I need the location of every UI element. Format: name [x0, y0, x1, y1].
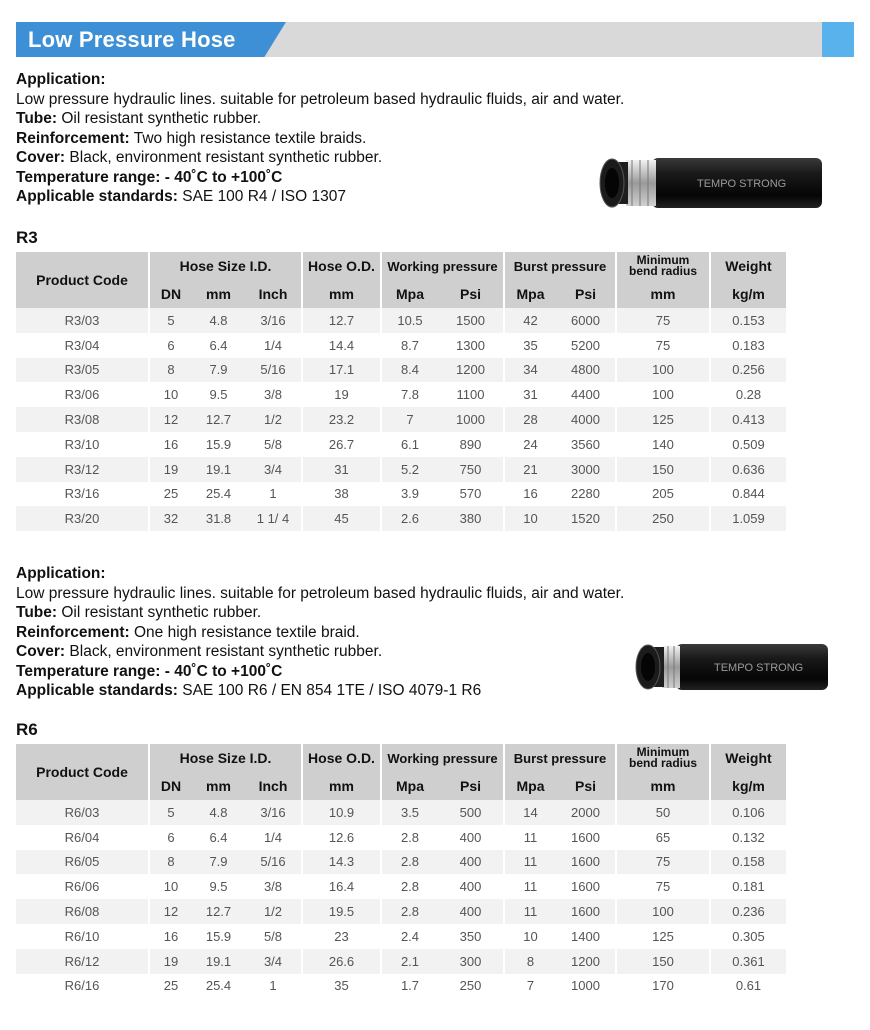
header-bp-psi: Psi: [556, 772, 615, 800]
cell-dn: 19: [148, 949, 192, 974]
cell-od-mm: 45: [301, 506, 380, 531]
cell-bp-psi: 1600: [556, 850, 615, 875]
cell-od-mm: 17.1: [301, 358, 380, 383]
r6-table-row: [16, 924, 786, 949]
cell-bend-mm: 125: [615, 924, 709, 949]
header-weight: Weight: [709, 744, 786, 772]
cell-wp-mpa: 2.8: [380, 850, 438, 875]
cell-dn: 10: [148, 874, 192, 899]
header-wp-mpa: Mpa: [380, 280, 438, 308]
cell-inch: 3/8: [245, 874, 301, 899]
cell-product-code: R3/16: [16, 482, 148, 507]
header-min-bend-line1: Minimum: [636, 745, 690, 759]
cell-weight: 0.413: [709, 407, 786, 432]
cell-mm: 12.7: [192, 899, 245, 924]
r6-section-title: R6: [16, 720, 38, 739]
cell-wp-mpa: 2.6: [380, 506, 438, 531]
header-hose-od: Hose O.D.: [301, 744, 380, 772]
cell-product-code: R3/03: [16, 308, 148, 333]
cell-bend-mm: 150: [615, 457, 709, 482]
cell-wp-psi: 500: [438, 800, 503, 825]
cell-bp-psi: 3560: [556, 432, 615, 457]
cell-bp-mpa: 28: [503, 407, 556, 432]
cell-bend-mm: 140: [615, 432, 709, 457]
header-min-bend-line2: bend radius: [628, 264, 697, 278]
r6-table-row: [16, 899, 786, 924]
cell-wp-psi: 750: [438, 457, 503, 482]
cell-wp-mpa: 2.8: [380, 899, 438, 924]
cell-bp-psi: 4800: [556, 358, 615, 383]
header-hose-od: Hose O.D.: [301, 252, 380, 280]
r3-standards-text: SAE 100 R4 / ISO 1307: [177, 188, 346, 205]
cell-product-code: R6/03: [16, 800, 148, 825]
cell-inch: 1 1/ 4: [245, 506, 301, 531]
r6-temperature: [16, 662, 624, 682]
r3-tube-text: Oil resistant synthetic rubber.: [57, 110, 262, 127]
cell-od-mm: 26.7: [301, 432, 380, 457]
cell-bp-psi: 1400: [556, 924, 615, 949]
cell-wp-mpa: 10.5: [380, 308, 438, 333]
header-banner: [16, 22, 854, 57]
cell-wp-mpa: 1.7: [380, 974, 438, 999]
cell-od-mm: 14.3: [301, 850, 380, 875]
cell-dn: 32: [148, 506, 192, 531]
r6-temperature-label: Temperature range:: [16, 662, 161, 680]
r3-application-text: Low pressure hydraulic lines. suitable for petroleum based hydraulic fluids, air and water.: [16, 90, 625, 108]
cell-bp-mpa: 11: [503, 825, 556, 850]
cell-product-code: R3/20: [16, 506, 148, 531]
cell-od-mm: 23: [301, 924, 380, 949]
r3-standards: [16, 187, 624, 207]
r3-reinforcement-label: Reinforcement:: [16, 129, 130, 147]
cell-od-mm: 12.7: [301, 308, 380, 333]
cell-mm: 4.8: [192, 800, 245, 825]
cell-bp-mpa: 21: [503, 457, 556, 482]
cell-bp-mpa: 14: [503, 800, 556, 825]
header-od-mm: mm: [301, 280, 380, 308]
cell-od-mm: 16.4: [301, 874, 380, 899]
cell-bp-mpa: 7: [503, 974, 556, 999]
cell-bp-psi: 1200: [556, 949, 615, 974]
r6-reinforcement-label: Reinforcement:: [16, 623, 130, 641]
cell-inch: 1/4: [245, 825, 301, 850]
header-wp-psi: Psi: [438, 772, 503, 800]
cell-bp-mpa: 10: [503, 506, 556, 531]
header-product-code: Product Code: [16, 744, 148, 800]
cell-inch: 3/4: [245, 457, 301, 482]
r3-hose-label: TEMPO STRONG: [697, 178, 787, 190]
r3-reinforcement: [16, 129, 624, 149]
header-inch: Inch: [245, 280, 301, 308]
cell-mm: 15.9: [192, 432, 245, 457]
cell-dn: 8: [148, 358, 192, 383]
cell-mm: 4.8: [192, 308, 245, 333]
cell-wp-psi: 380: [438, 506, 503, 531]
cell-inch: 3/16: [245, 308, 301, 333]
header-min-bend-radius: [615, 252, 709, 280]
cell-dn: 16: [148, 432, 192, 457]
cell-wp-psi: 1300: [438, 333, 503, 358]
cell-product-code: R6/16: [16, 974, 148, 999]
r6-hose-label: TEMPO STRONG: [714, 662, 804, 674]
cell-mm: 12.7: [192, 407, 245, 432]
cell-dn: 25: [148, 974, 192, 999]
header-weight-unit: kg/m: [709, 280, 786, 308]
cell-mm: 19.1: [192, 949, 245, 974]
page-title: Low Pressure Hose: [28, 27, 236, 52]
r6-temperature-text: - 40˚C to +100˚C: [160, 662, 283, 680]
r3-table-row: [16, 358, 786, 383]
header-bp-psi: Psi: [556, 280, 615, 308]
cell-bp-mpa: 10: [503, 924, 556, 949]
r6-table-row: [16, 850, 786, 875]
cell-weight: 0.28: [709, 382, 786, 407]
header-bp-mpa: Mpa: [503, 280, 556, 308]
cell-bend-mm: 75: [615, 850, 709, 875]
cell-bp-psi: 1600: [556, 899, 615, 924]
cell-weight: 0.305: [709, 924, 786, 949]
r6-hose-image: [628, 638, 828, 696]
header-weight-unit: kg/m: [709, 772, 786, 800]
r6-cover: [16, 642, 624, 662]
cell-bend-mm: 75: [615, 333, 709, 358]
header-bend-mm: mm: [615, 772, 709, 800]
header-burst-pressure: Burst pressure: [503, 744, 615, 772]
header-accent: [822, 22, 854, 57]
cell-inch: 3/4: [245, 949, 301, 974]
header-dn: DN: [148, 280, 192, 308]
header-mm: mm: [192, 772, 245, 800]
cell-inch: 5/16: [245, 850, 301, 875]
r6-table-row: [16, 974, 786, 999]
cell-od-mm: 31: [301, 457, 380, 482]
cell-bend-mm: 100: [615, 382, 709, 407]
r6-standards-text: SAE 100 R6 / EN 854 1TE / ISO 4079-1 R6: [177, 682, 482, 699]
cell-wp-mpa: 2.1: [380, 949, 438, 974]
cell-dn: 6: [148, 333, 192, 358]
cell-bend-mm: 100: [615, 358, 709, 383]
r3-table-row: [16, 333, 786, 358]
header-od-mm: mm: [301, 772, 380, 800]
r6-reinforcement: [16, 623, 624, 643]
cell-wp-psi: 1500: [438, 308, 503, 333]
r3-standards-label: Applicable standards:: [16, 188, 178, 205]
cell-bp-mpa: 24: [503, 432, 556, 457]
r3-table-row: [16, 482, 786, 507]
header-bp-mpa: Mpa: [503, 772, 556, 800]
cell-dn: 16: [148, 924, 192, 949]
r6-cover-label: Cover:: [16, 643, 66, 660]
cell-weight: 0.236: [709, 899, 786, 924]
cell-mm: 9.5: [192, 874, 245, 899]
cell-wp-mpa: 3.9: [380, 482, 438, 507]
cell-bp-psi: 1000: [556, 974, 615, 999]
cell-bp-psi: 6000: [556, 308, 615, 333]
header-working-pressure: Working pressure: [380, 252, 503, 280]
cell-weight: 0.181: [709, 874, 786, 899]
cell-wp-psi: 400: [438, 850, 503, 875]
cell-bp-mpa: 11: [503, 899, 556, 924]
cell-inch: 5/16: [245, 358, 301, 383]
cell-weight: 0.61: [709, 974, 786, 999]
cell-od-mm: 19: [301, 382, 380, 407]
cell-inch: 1/2: [245, 899, 301, 924]
cell-weight: 0.361: [709, 949, 786, 974]
cell-inch: 1: [245, 974, 301, 999]
cell-wp-mpa: 8.4: [380, 358, 438, 383]
cell-mm: 6.4: [192, 333, 245, 358]
r6-cover-text: Black, environment resistant synthetic rubber.: [65, 643, 383, 660]
cell-inch: 5/8: [245, 432, 301, 457]
header-hose-size: Hose Size I.D.: [148, 252, 301, 280]
r3-table-row: [16, 308, 786, 333]
cell-wp-psi: 400: [438, 899, 503, 924]
r6-table-row: [16, 800, 786, 825]
r6-application-text: Low pressure hydraulic lines. suitable for petroleum based hydraulic fluids, air and water.: [16, 584, 625, 602]
cell-dn: 12: [148, 899, 192, 924]
cell-bp-psi: 1600: [556, 825, 615, 850]
cell-product-code: R3/04: [16, 333, 148, 358]
cell-bp-psi: 5200: [556, 333, 615, 358]
cell-od-mm: 12.6: [301, 825, 380, 850]
r6-reinforcement-text: One high resistance textile braid.: [129, 623, 360, 641]
cell-dn: 25: [148, 482, 192, 507]
r6-standards: [16, 681, 624, 701]
cell-bp-psi: 2000: [556, 800, 615, 825]
r6-table-row: [16, 874, 786, 899]
header-mm: mm: [192, 280, 245, 308]
cell-bend-mm: 250: [615, 506, 709, 531]
cell-inch: 1: [245, 482, 301, 507]
r3-section-title: R3: [16, 228, 38, 247]
cell-dn: 6: [148, 825, 192, 850]
r3-hose-image: [592, 152, 822, 214]
cell-weight: 1.059: [709, 506, 786, 531]
cell-inch: 3/8: [245, 382, 301, 407]
cell-weight: 0.106: [709, 800, 786, 825]
cell-od-mm: 19.5: [301, 899, 380, 924]
cell-product-code: R6/05: [16, 850, 148, 875]
cell-weight: 0.183: [709, 333, 786, 358]
cell-bend-mm: 50: [615, 800, 709, 825]
r6-tube-text: Oil resistant synthetic rubber.: [57, 604, 262, 621]
cell-bp-mpa: 35: [503, 333, 556, 358]
cell-weight: 0.153: [709, 308, 786, 333]
cell-product-code: R6/06: [16, 874, 148, 899]
cell-od-mm: 38: [301, 482, 380, 507]
r3-tube: [16, 109, 624, 129]
cell-product-code: R3/08: [16, 407, 148, 432]
cell-mm: 15.9: [192, 924, 245, 949]
cell-weight: 0.509: [709, 432, 786, 457]
cell-wp-mpa: 7.8: [380, 382, 438, 407]
cell-od-mm: 35: [301, 974, 380, 999]
cell-od-mm: 23.2: [301, 407, 380, 432]
cell-wp-mpa: 7: [380, 407, 438, 432]
cell-wp-psi: 570: [438, 482, 503, 507]
r3-specs: [16, 70, 624, 207]
cell-bp-mpa: 34: [503, 358, 556, 383]
r6-tube: [16, 603, 624, 623]
cell-wp-psi: 890: [438, 432, 503, 457]
cell-dn: 12: [148, 407, 192, 432]
cell-wp-psi: 350: [438, 924, 503, 949]
r6-table-row: [16, 949, 786, 974]
cell-product-code: R6/04: [16, 825, 148, 850]
cell-od-mm: 14.4: [301, 333, 380, 358]
cell-product-code: R3/05: [16, 358, 148, 383]
r3-table-row: [16, 382, 786, 407]
header-bend-mm: mm: [615, 280, 709, 308]
cell-bend-mm: 125: [615, 407, 709, 432]
r3-table: [16, 252, 786, 531]
header-wp-psi: Psi: [438, 280, 503, 308]
cell-bend-mm: 205: [615, 482, 709, 507]
cell-wp-psi: 1200: [438, 358, 503, 383]
cell-inch: 1/4: [245, 333, 301, 358]
cell-mm: 25.4: [192, 482, 245, 507]
header-working-pressure: Working pressure: [380, 744, 503, 772]
cell-mm: 6.4: [192, 825, 245, 850]
cell-bp-mpa: 11: [503, 850, 556, 875]
cell-weight: 0.844: [709, 482, 786, 507]
cell-weight: 0.132: [709, 825, 786, 850]
cell-inch: 1/2: [245, 407, 301, 432]
r3-cover-text: Black, environment resistant synthetic rubber.: [65, 149, 383, 166]
r6-table: [16, 744, 786, 998]
cell-wp-mpa: 2.4: [380, 924, 438, 949]
cell-bend-mm: 65: [615, 825, 709, 850]
cell-wp-psi: 400: [438, 874, 503, 899]
cell-dn: 5: [148, 800, 192, 825]
cell-bp-psi: 4000: [556, 407, 615, 432]
r3-header-row-1: [16, 252, 786, 280]
header-wp-mpa: Mpa: [380, 772, 438, 800]
r3-cover: [16, 148, 624, 168]
cell-product-code: R6/08: [16, 899, 148, 924]
cell-dn: 10: [148, 382, 192, 407]
cell-wp-mpa: 5.2: [380, 457, 438, 482]
r3-temperature-label: Temperature range:: [16, 168, 161, 186]
cell-bend-mm: 75: [615, 308, 709, 333]
header-product-code: Product Code: [16, 252, 148, 308]
cell-wp-psi: 1100: [438, 382, 503, 407]
r3-application-label: Application:: [16, 71, 106, 88]
cell-od-mm: 10.9: [301, 800, 380, 825]
header-min-bend-line1: Minimum: [636, 253, 690, 267]
cell-bp-psi: 4400: [556, 382, 615, 407]
r6-header-row-1: [16, 744, 786, 772]
header-min-bend-line2: bend radius: [628, 756, 697, 770]
r6-tube-label: Tube:: [16, 604, 58, 621]
cell-bp-psi: 3000: [556, 457, 615, 482]
r6-application-label: Application:: [16, 565, 106, 582]
cell-bp-mpa: 42: [503, 308, 556, 333]
cell-wp-psi: 300: [438, 949, 503, 974]
cell-mm: 19.1: [192, 457, 245, 482]
cell-bend-mm: 75: [615, 874, 709, 899]
cell-wp-psi: 1000: [438, 407, 503, 432]
r3-reinforcement-text: Two high resistance textile braids.: [129, 129, 367, 147]
r3-cover-label: Cover:: [16, 149, 66, 166]
cell-product-code: R6/10: [16, 924, 148, 949]
cell-bp-mpa: 16: [503, 482, 556, 507]
cell-weight: 0.158: [709, 850, 786, 875]
cell-bend-mm: 150: [615, 949, 709, 974]
cell-bp-psi: 2280: [556, 482, 615, 507]
cell-bp-mpa: 11: [503, 874, 556, 899]
cell-bp-psi: 1520: [556, 506, 615, 531]
cell-dn: 19: [148, 457, 192, 482]
cell-mm: 31.8: [192, 506, 245, 531]
cell-mm: 9.5: [192, 382, 245, 407]
header-min-bend-radius: [615, 744, 709, 772]
r3-table-row: [16, 506, 786, 531]
cell-od-mm: 26.6: [301, 949, 380, 974]
r3-temperature-text: - 40˚C to +100˚C: [160, 168, 283, 186]
cell-wp-mpa: 2.8: [380, 874, 438, 899]
cell-wp-mpa: 2.8: [380, 825, 438, 850]
cell-bend-mm: 170: [615, 974, 709, 999]
cell-wp-mpa: 8.7: [380, 333, 438, 358]
r3-tube-label: Tube:: [16, 110, 58, 127]
cell-dn: 5: [148, 308, 192, 333]
r3-table-row: [16, 407, 786, 432]
cell-wp-mpa: 6.1: [380, 432, 438, 457]
cell-inch: 5/8: [245, 924, 301, 949]
cell-dn: 8: [148, 850, 192, 875]
cell-product-code: R3/10: [16, 432, 148, 457]
cell-mm: 25.4: [192, 974, 245, 999]
cell-product-code: R3/12: [16, 457, 148, 482]
header-inch: Inch: [245, 772, 301, 800]
cell-bp-psi: 1600: [556, 874, 615, 899]
cell-weight: 0.256: [709, 358, 786, 383]
r3-temperature: [16, 168, 624, 188]
header-weight: Weight: [709, 252, 786, 280]
cell-wp-psi: 400: [438, 825, 503, 850]
cell-wp-psi: 250: [438, 974, 503, 999]
r6-table-row: [16, 825, 786, 850]
cell-weight: 0.636: [709, 457, 786, 482]
cell-mm: 7.9: [192, 850, 245, 875]
header-burst-pressure: Burst pressure: [503, 252, 615, 280]
r3-table-row: [16, 457, 786, 482]
cell-mm: 7.9: [192, 358, 245, 383]
cell-bp-mpa: 31: [503, 382, 556, 407]
r6-specs: [16, 564, 624, 701]
cell-product-code: R3/06: [16, 382, 148, 407]
header-hose-size: Hose Size I.D.: [148, 744, 301, 772]
cell-product-code: R6/12: [16, 949, 148, 974]
header-dn: DN: [148, 772, 192, 800]
cell-inch: 3/16: [245, 800, 301, 825]
r6-standards-label: Applicable standards:: [16, 682, 178, 699]
r3-table-row: [16, 432, 786, 457]
cell-bp-mpa: 8: [503, 949, 556, 974]
cell-wp-mpa: 3.5: [380, 800, 438, 825]
cell-bend-mm: 100: [615, 899, 709, 924]
